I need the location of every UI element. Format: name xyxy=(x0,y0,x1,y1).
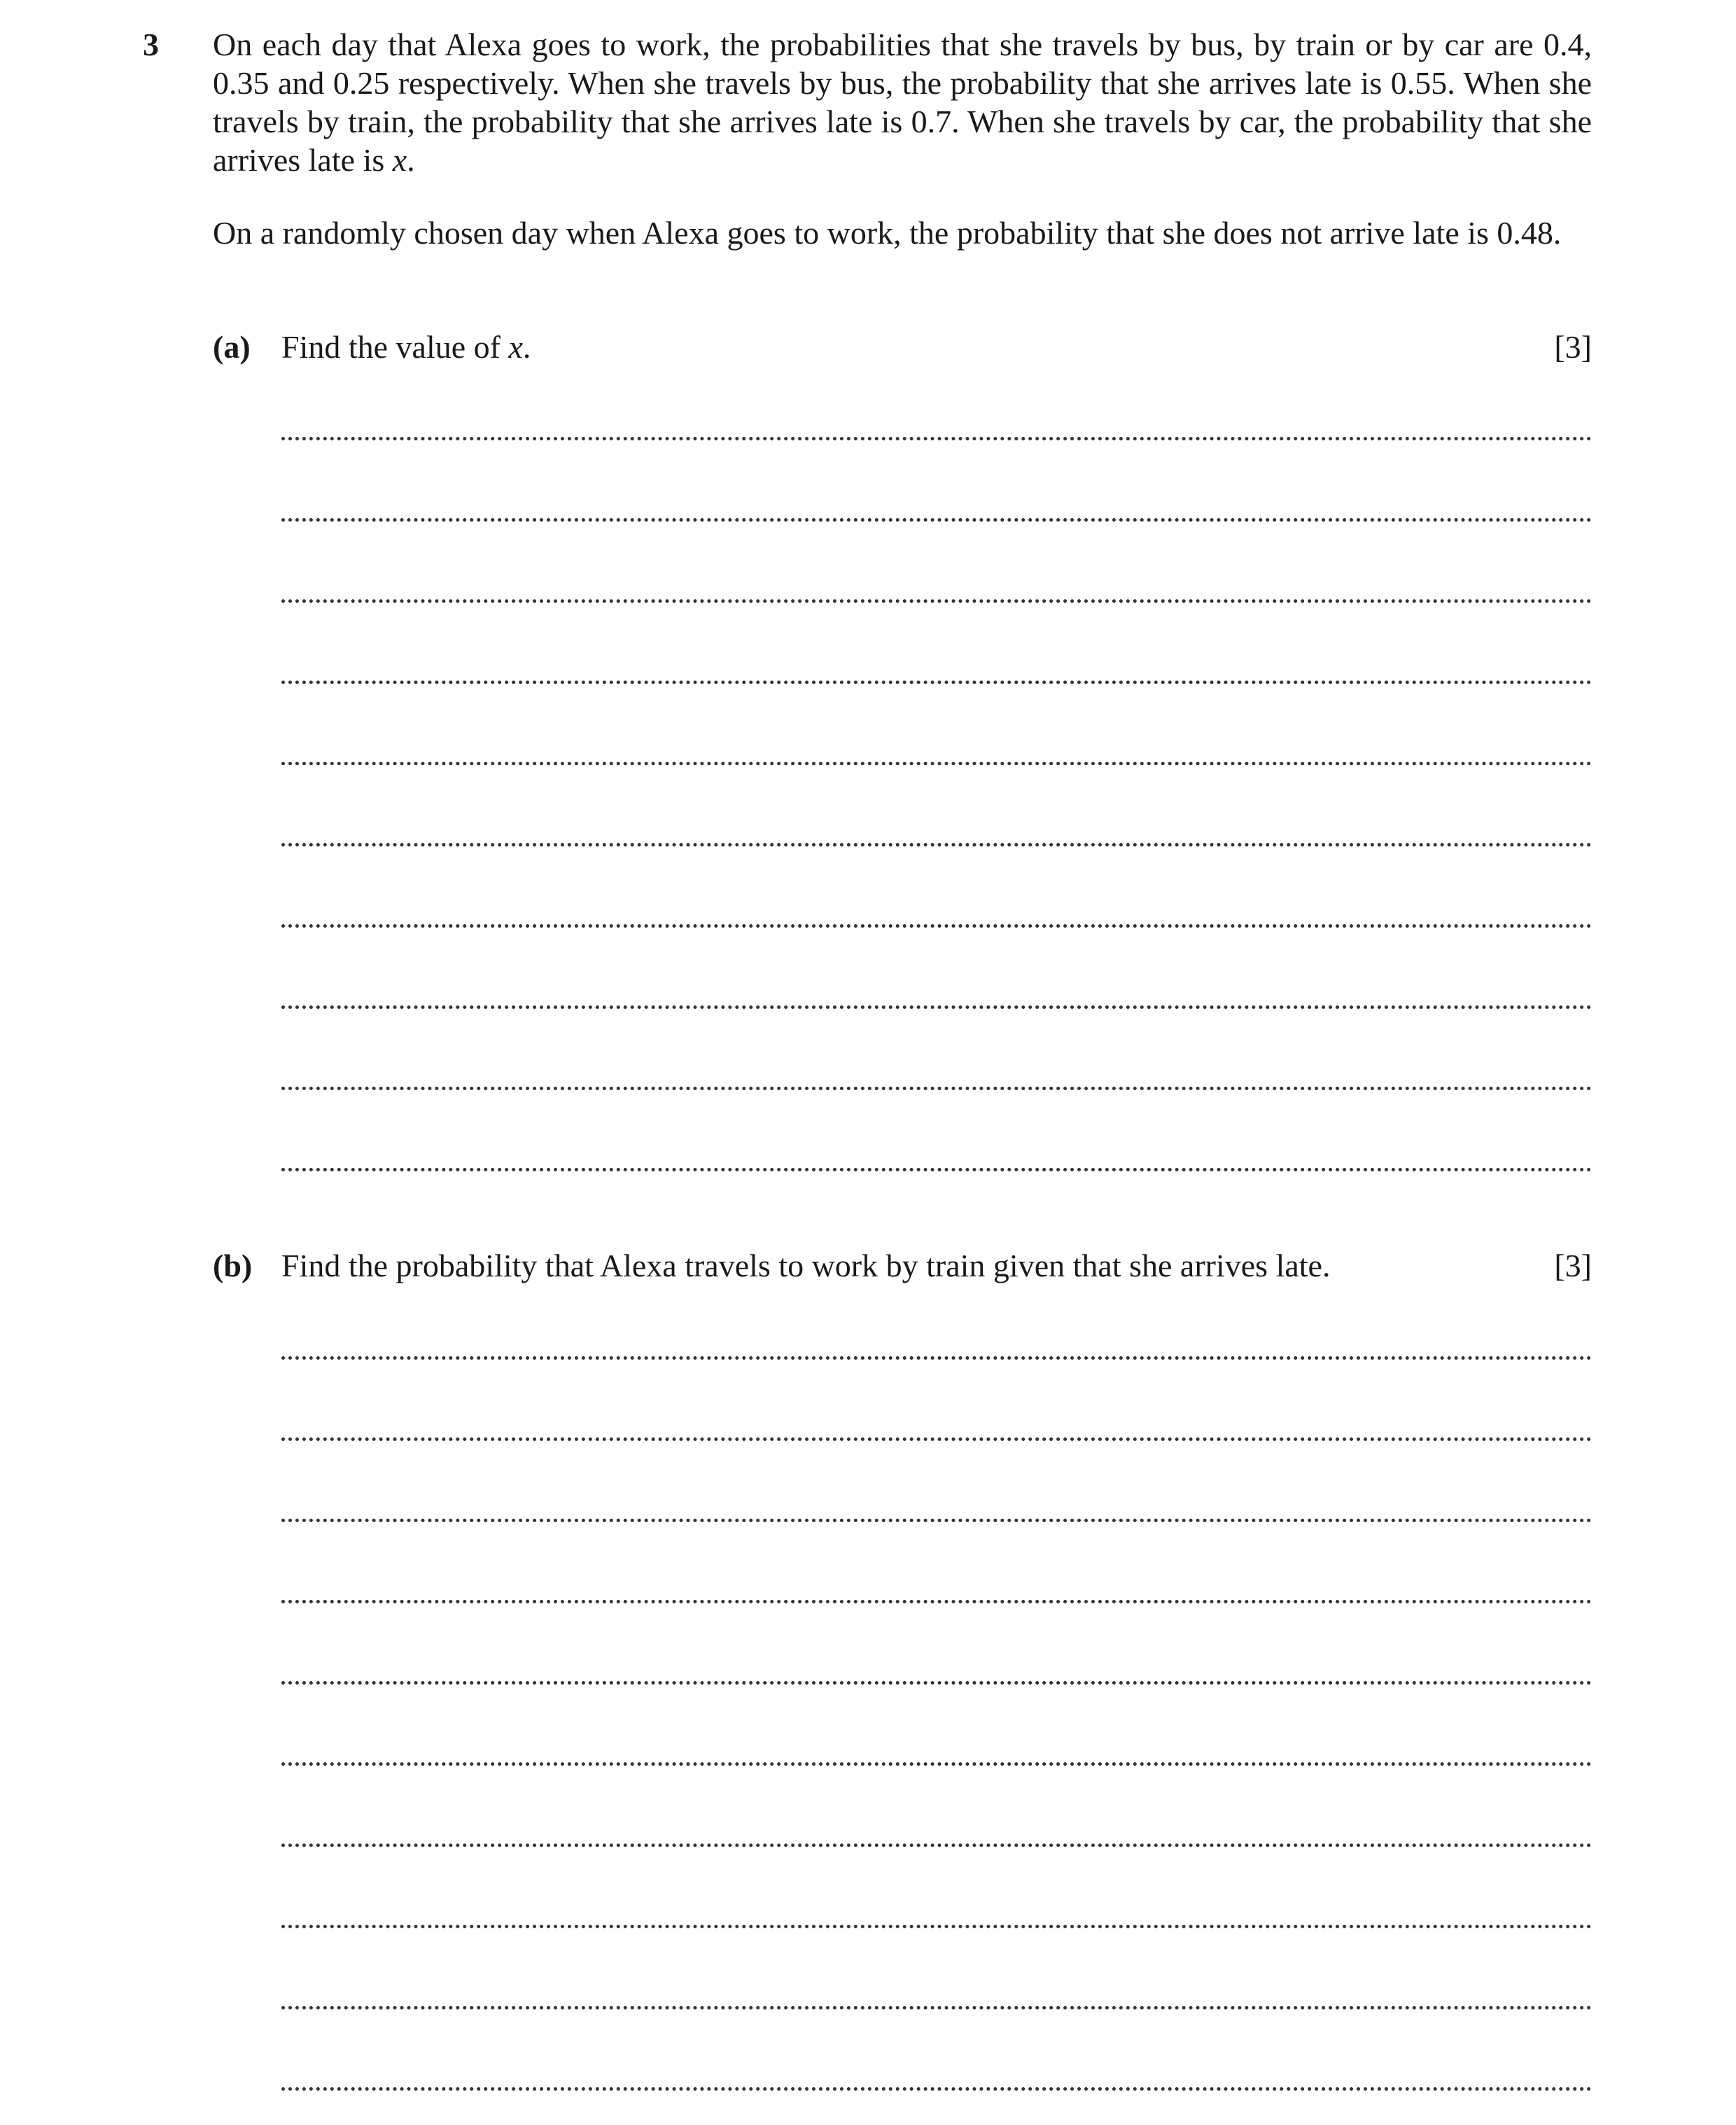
part-a-marks: [3] xyxy=(1554,329,1592,365)
variable-x: x xyxy=(392,142,407,178)
part-a-text-end: . xyxy=(522,329,531,365)
question-intro-text: On each day that Alexa goes to work, the probabilities that she travels by bus, by train or by car are 0.4, 0.35 and 0.25 respectively. When she travels by bus, the probability that she arrives late is 0.55. When she travels by train, the probability that she arrives late is 0.7. When she travels by car, the probability that she arrives late is xyxy=(213,27,1592,178)
answer-line[interactable] xyxy=(281,437,1592,440)
part-b-text: Find the probability that Alexa travels to work by train given that she arrives late. xyxy=(281,1248,1331,1283)
answer-line[interactable] xyxy=(281,599,1592,603)
question-number: 3 xyxy=(143,27,159,62)
answer-line[interactable] xyxy=(281,681,1592,684)
answer-line[interactable] xyxy=(281,1925,1592,1928)
answer-line[interactable] xyxy=(281,1087,1592,1090)
answer-line[interactable] xyxy=(281,1005,1592,1009)
answer-line[interactable] xyxy=(281,1519,1592,1522)
answer-line[interactable] xyxy=(281,2087,1592,2091)
part-b-marks: [3] xyxy=(1554,1248,1592,1283)
answer-line[interactable] xyxy=(281,1437,1592,1441)
part-a-label: (a) xyxy=(213,329,251,365)
question-intro xyxy=(213,25,1592,179)
answer-line[interactable] xyxy=(281,1844,1592,1847)
part-a-text-start: Find the value of xyxy=(281,329,509,365)
answer-line[interactable] xyxy=(281,1762,1592,1766)
part-a-text xyxy=(281,328,1471,367)
answer-line[interactable] xyxy=(281,1356,1592,1360)
answer-line[interactable] xyxy=(281,1681,1592,1685)
answer-line[interactable] xyxy=(281,1600,1592,1603)
part-b-label: (b) xyxy=(213,1248,253,1283)
answer-line[interactable] xyxy=(281,518,1592,522)
part-a-variable-x: x xyxy=(508,329,523,365)
question-context: On a randomly chosen day when Alexa goes to work, the probability that she does not arrive late is 0.48. xyxy=(213,215,1562,251)
answer-line[interactable] xyxy=(281,762,1592,765)
answer-line[interactable] xyxy=(281,1168,1592,1171)
question-intro-end: . xyxy=(407,142,415,178)
answer-line[interactable] xyxy=(281,924,1592,928)
answer-line[interactable] xyxy=(281,2006,1592,2009)
answer-line[interactable] xyxy=(281,843,1592,846)
